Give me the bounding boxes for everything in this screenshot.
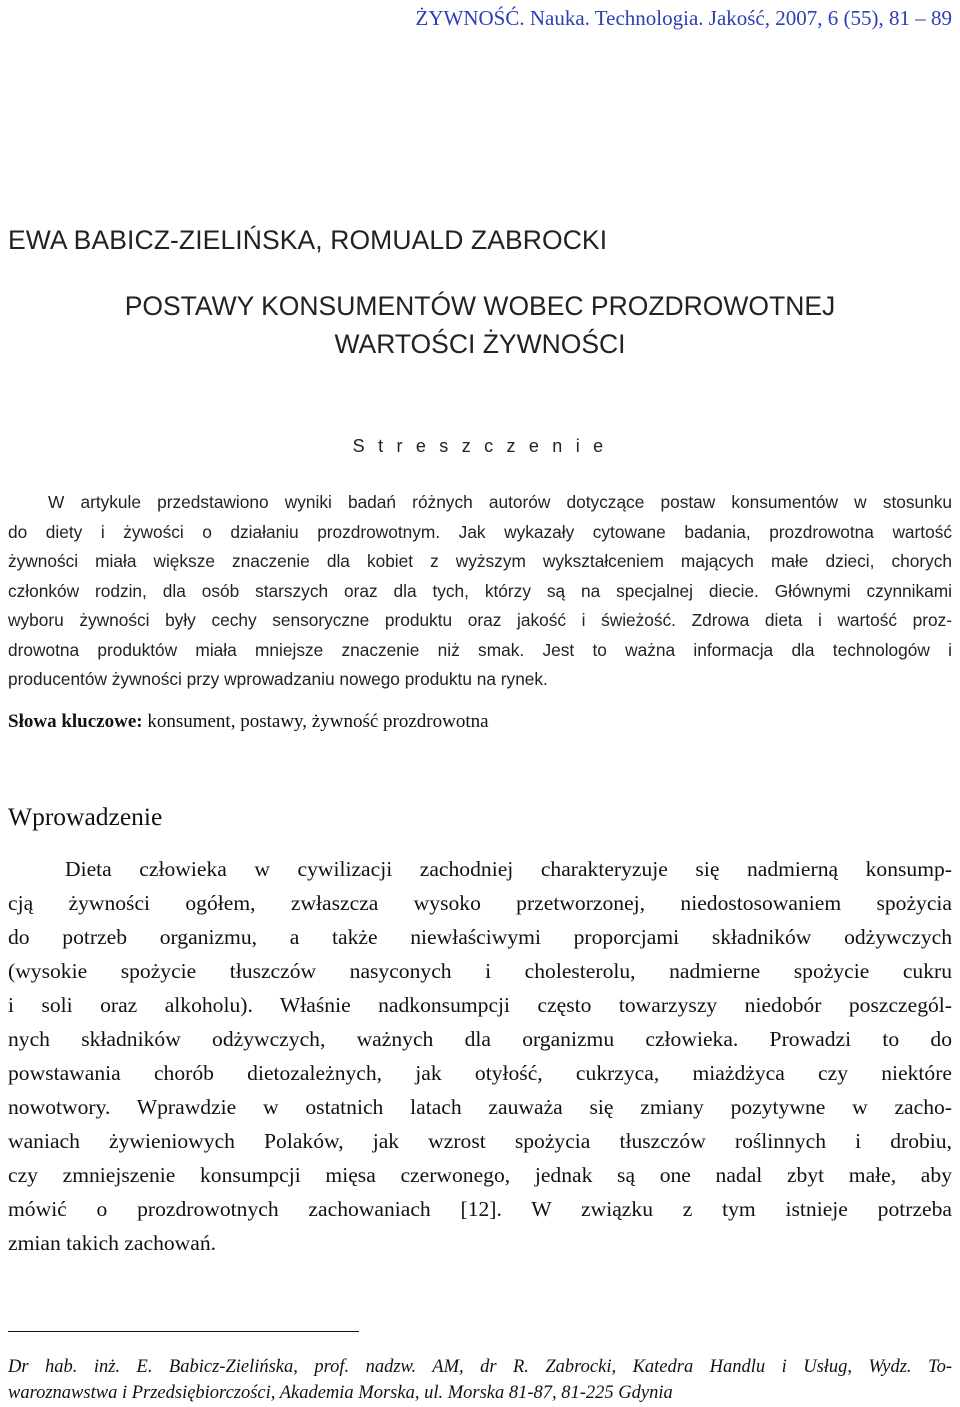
- abstract-line: W artykule przedstawiono wyniki badań różnych autorów dotyczące postaw konsumentów w stosunku: [48, 492, 952, 512]
- footnote-line: Dr hab. inż. E. Babicz-Zielińska, prof. nadzw. AM, dr R. Zabrocki, Katedra Handlu i Usług, Wydz. To-: [8, 1357, 952, 1377]
- body-line: nych składników odżywczych, ważnych dla organizmu człowieka. Prowadzi to do: [8, 1027, 952, 1051]
- introduction-paragraph: [8, 852, 952, 1260]
- article-authors: EWA BABICZ-ZIELIŃSKA, ROMUALD ZABROCKI: [8, 225, 608, 255]
- keywords-label: Słowa kluczowe:: [8, 711, 143, 732]
- body-line: mówić o prozdrowotnych zachowaniach [12]. W związku z tym istnieje potrzeba: [8, 1197, 952, 1221]
- article-title: [0, 287, 960, 363]
- abstract-paragraph: [8, 488, 952, 695]
- running-head: ŻYWNOŚĆ. Nauka. Technologia. Jakość, 2007, 6 (55), 81 – 89: [415, 6, 952, 30]
- keywords: [8, 711, 489, 733]
- body-line: waniach żywieniowych Polaków, jak wzrost spożycia tłuszczów roślinnych i drobiu,: [8, 1129, 952, 1153]
- section-heading-introduction: Wprowadzenie: [8, 802, 163, 831]
- body-line: cją żywności ogółem, zwłaszcza wysoko przetworzonej, niedostosowaniem spożycia: [8, 891, 952, 915]
- abstract-line: producentów żywności przy wprowadzaniu nowego produktu na rynek.: [8, 669, 548, 689]
- body-line: zmian takich zachowań.: [8, 1231, 217, 1255]
- abstract-line: drowotna produktów miała mniejsze znaczenie niż smak. Jest to ważna informacja dla technologów i: [8, 639, 952, 660]
- footnote-divider: [8, 1331, 359, 1332]
- body-line: Dieta człowieka w cywilizacji zachodniej charakteryzuje się nadmierną konsump-: [65, 857, 952, 881]
- author-affiliation-footnote: [8, 1354, 952, 1406]
- body-line: i soli oraz alkoholu). Właśnie nadkonsumpcji często towarzyszy niedobór poszczegól-: [8, 993, 952, 1017]
- body-line: do potrzeb organizmu, a także niewłaściwymi proporcjami składników odżywczych: [8, 925, 952, 949]
- abstract-line: członków rodzin, dla osób starszych oraz dla tych, którzy są na specjalnej diecie. Głównymi czynnikami: [8, 580, 952, 601]
- article-title-line-2: WARTOŚCI ŻYWNOŚCI: [334, 329, 626, 359]
- article-title-line-1: POSTAWY KONSUMENTÓW WOBEC PROZDROWOTNEJ: [124, 291, 836, 321]
- body-line: nowotwory. Wprawdzie w ostatnich latach zauważa się zmiany pozytywne w zacho-: [8, 1095, 952, 1119]
- abstract-heading: S t r e s z c z e n i e: [352, 436, 608, 456]
- body-line: powstawania chorób dietozależnych, jak otyłość, cukrzyca, miażdżyca czy niektóre: [8, 1061, 952, 1085]
- keywords-text: konsument, postawy, żywność prozdrowotna: [142, 711, 489, 732]
- abstract-line: do diety i żywości o działaniu prozdrowotnym. Jak wykazały cytowane badania, prozdrowotna wartość: [8, 521, 952, 542]
- body-line: czy zmniejszenie konsumpcji mięsa czerwonego, jednak są one nadal zbyt małe, aby: [8, 1163, 952, 1187]
- abstract-line: wyboru żywności były cechy sensoryczne produktu oraz jakość i świeżość. Zdrowa dieta i wartość proz-: [8, 610, 952, 630]
- abstract-line: żywności miała większe znaczenie dla kobiet z wyższym wykształceniem mających małe dzieci, chorych: [8, 551, 952, 571]
- body-line: (wysokie spożycie tłuszczów nasyconych i cholesterolu, nadmierne spożycie cukru: [8, 959, 952, 983]
- footnote-line: waroznawstwa i Przedsiębiorczości, Akademia Morska, ul. Morska 81-87, 81-225 Gdynia: [8, 1383, 673, 1403]
